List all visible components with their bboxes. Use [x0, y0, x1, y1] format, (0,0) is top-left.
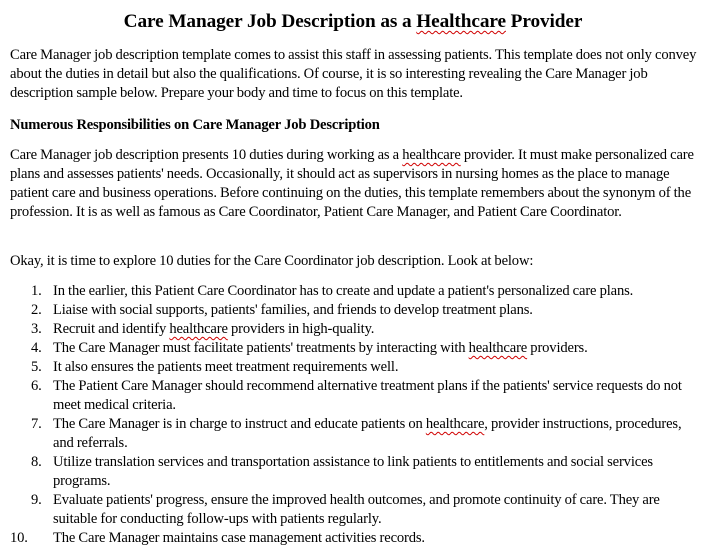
misspelled-word[interactable]: Healthcare	[416, 11, 506, 32]
list-item-text: The Care Manager is in charge to instruct and educate patients on	[53, 416, 426, 432]
misspelled-word[interactable]: healthcare	[402, 147, 461, 163]
list-intro-paragraph: Okay, it is time to explore 10 duties for the Care Coordinator job description. Look at below:	[10, 253, 534, 269]
list-number: 7.	[31, 416, 42, 432]
list-item-text: providers in high-quality.	[227, 321, 375, 337]
list-item	[0, 415, 688, 453]
misspelled-word[interactable]: healthcare	[468, 340, 528, 356]
duties-list	[0, 282, 706, 548]
list-number: 5.	[31, 359, 42, 375]
list-item	[0, 282, 688, 301]
list-number: 1.	[31, 283, 42, 299]
list-number: 4.	[31, 340, 42, 356]
section-paragraph	[10, 146, 700, 222]
list-item-text: The Patient Care Manager should recommend alternative treatment plans if the patients' service requests do not meet medical criteria.	[53, 378, 682, 413]
title-text: Care Manager Job Description as a	[123, 11, 417, 32]
document-title	[0, 10, 706, 34]
list-number: 9.	[31, 492, 42, 508]
list-item	[0, 491, 688, 529]
list-item-text: Evaluate patients' progress, ensure the improved health outcomes, and promote continuity of care. They are suitable for conducting follow-ups with patients regularly.	[53, 492, 660, 527]
list-item-text: The Care Manager maintains case management activities records.	[53, 530, 425, 546]
title-text: Provider	[505, 11, 583, 32]
list-item	[0, 358, 688, 377]
misspelled-word[interactable]: healthcare	[425, 416, 485, 432]
list-item-text: Recruit and identify	[53, 321, 170, 337]
list-number: 6.	[31, 378, 42, 394]
list-item	[0, 453, 688, 491]
list-item-text: providers.	[527, 340, 588, 356]
list-item-text: The Care Manager must facilitate patients' treatments by interacting with	[53, 340, 469, 356]
list-item-text: Utilize translation services and transportation assistance to link patients to entitlements and social services programs.	[53, 454, 653, 489]
list-item	[0, 320, 688, 339]
list-item-text: Liaise with social supports, patients' families, and friends to develop treatment plans.	[53, 302, 533, 318]
list-item	[0, 529, 688, 548]
list-item	[0, 301, 688, 320]
list-number: 10.	[10, 530, 28, 546]
paragraph-text: Care Manager job description presents 10 duties during working as a	[10, 147, 403, 163]
list-item-text: , provider instructions, procedures, and referrals.	[53, 416, 682, 451]
list-item-text: In the earlier, this Patient Care Coordinator has to create and update a patient's personalized care plans.	[53, 283, 634, 299]
intro-paragraph: Care Manager job description template comes to assist this staff in assessing patients. This template does not only convey about the duties in detail but also the qualifications. Of course, it is so interesting revealing the Care Manager job description sample below. Prepare your body and time to focus on this template.	[10, 47, 697, 101]
list-item	[0, 377, 688, 415]
paragraph-text: provider. It must make personalized care plans and assesses patients' needs. Occasionally, it should act as supervisors in nursing homes as the place to manage patient care and business operations. Before continuing on the duties, this template remembers about the synonym of the profession. It is as well as famous as Care Coordinator, Patient Care Manager, and Patient Care Coordinator.	[10, 147, 694, 220]
list-item-text: It also ensures the patients meet treatment requirements well.	[53, 359, 399, 375]
list-item	[0, 339, 688, 358]
section-heading: Numerous Responsibilities on Care Manager Job Description	[10, 117, 380, 133]
list-number: 3.	[31, 321, 42, 337]
list-number: 8.	[31, 454, 42, 470]
list-number: 2.	[31, 302, 42, 318]
misspelled-word[interactable]: healthcare	[169, 321, 228, 337]
